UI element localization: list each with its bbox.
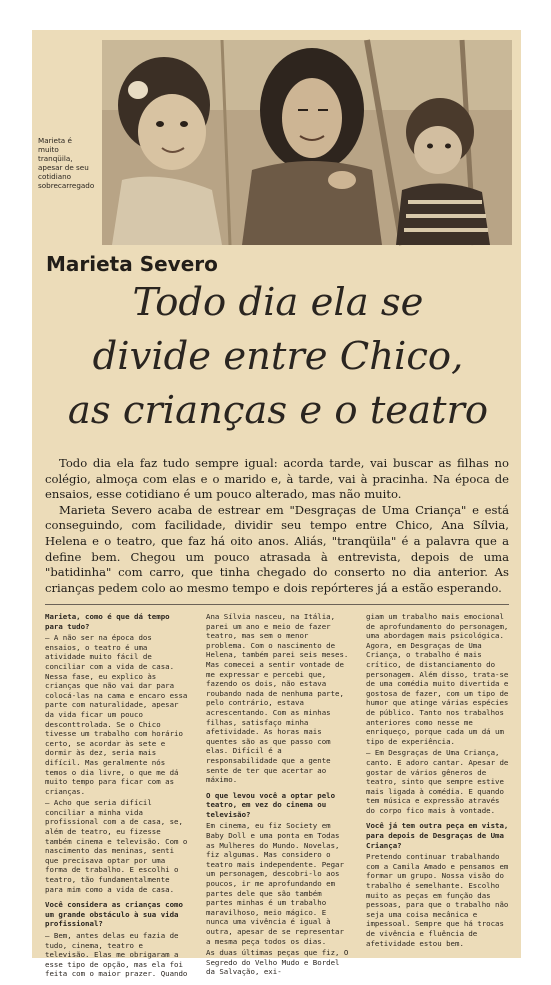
headline-line-3: as crianças e o teatro: [67, 388, 489, 433]
answer: — Acho que seria difícil conciliar a minha vida profissional com a de casa, se, além de teatro, eu fizesse também cinema e televisão. Com o nascimento das meninas, senti que precisava optar por uma forma de trabalho. E escolhi o teatro, tão fundamentalmente para mim como a vida de casa.: [45, 798, 188, 894]
column-1: [45, 612, 189, 981]
answer: Em cinema, eu fiz Society em Baby Doll e uma ponta em Todas as Mulheres do Mundo. Novelas, fiz algumas. Mas considero o teatro mais independente. Pegar um personagem, descobri-lo aos poucos, ir me aprofundando em partes dele que são também partes minhas é um trabalho maravilhoso, meio mágico. E nunca uma vivência é igual à outra, apesar de se representar a mesma peça todos os dias.: [206, 821, 344, 946]
photo-illustration: [102, 40, 512, 245]
headline-line-1: Todo dia ela se: [132, 280, 424, 325]
answer: Ana Sílvia nasceu, na Itália, parei um ano e meio de fazer teatro, mas sem o menor problema. Com o nascimento de Helena, também parei seis meses. Mas comecei a sentir vontade de me expressar e percebi que, fazendo os dois, não estava roubando nada de nenhuma parte, pelo contrário, estava acrescentando. Com as minhas filhas, satisfaço minha afetividade. As horas mais quentes são as que passo com elas. Difícil é a responsabilidade que a gente sente de ter que acertar ao máximo.: [206, 612, 349, 785]
column-3: [366, 612, 510, 950]
answer: Pretendo continuar trabalhando com a Camila Amado e pensamos em formar um grupo. Nossa visão do trabalho é semelhante. Escolho muito as peças em função das pessoas, para que o trabalho não seja uma coisa mecânica e impessoal. Sempre que há trocas de vivência e fluência de afetividade estou bem.: [366, 852, 509, 948]
newspaper-clipping: [32, 30, 521, 979]
headline: [42, 276, 514, 438]
lead-paragraph-2: Marieta Severo acaba de estrear em "Desgraças de Uma Criança" e está conseguindo, com facilidade, dividir seu tempo entre Chico, Ana Sílvia, Helena e o teatro, que faz há oito anos. Aliás, "tranqüila" é a palavra que a define bem. Chegou um pouco atrasada à entrevista, depois de uma "batidinha" com carro, que tinha chegado do conserto no dia anterior. As crianças pedem colo ao mesmo tempo e dois repórteres já a estão esperando.: [45, 502, 509, 595]
answer: — A não ser na época dos ensaios, o teatro é uma atividade muito fácil de conciliar com a vida de casa. Nessa fase, eu explico às crianças que não vai dar para colocá-las na cama e encaro essa parte com naturalidade, apesar da vida ficar um pouco desconttrolada. Se o Chico tivesse um trabalho com horário certo, se acordar às sete e dormir às dez, seria mais difícil. Mas geralmente nós temos o dia livre, o que me dá muito tempo para ficar com as crianças.: [45, 633, 188, 796]
answer: — Em Desgraças de Uma Criança, canto. E adoro cantar. Apesar de gostar de vários gêneros de teatro, sinto que sempre estive mais ligada à comédia. E quando tem música e expressão através do corpo fico mais à vontade.: [366, 748, 509, 815]
lead-paragraphs: [45, 456, 509, 596]
photo-caption: Marieta é muito tranqüila, apesar de seu cotidiano sobrecarregado: [38, 136, 95, 190]
photo: [102, 40, 512, 245]
lead-paragraph-1: Todo dia ela faz tudo sempre igual: acorda tarde, vai buscar as filhas no colégio, almoça com elas e o marido e, à tarde, vai à pracinha. Na época de ensaios, esse cotidiano é um pouco alterado, mas não muito.: [45, 456, 509, 502]
column-2: [206, 612, 350, 979]
kicker-name: Marieta Severo: [46, 252, 218, 276]
divider: [45, 604, 509, 605]
headline-line-2: divide entre Chico,: [92, 334, 464, 379]
answer: As duas últimas peças que fiz, O Segredo do Velho Mudo e Bordel da Salvação, exi-: [206, 948, 349, 977]
answer: giam um trabalho mais emocional de aprofundamento do personagem, uma abordagem mais psicológica. Agora, em Desgraças de Uma Criança, o trabalho é mais crítico, de distanciamento do personagem. Além disso, trata-se de uma comédia muito divertida e gostosa de fazer, com um tipo de humor que atinge várias espécies de público. Tanto nos trabalhos anteriores como nesse me enriqueço, porque cada um dá um tipo de experiência.: [366, 612, 509, 746]
answer: — Bem, antes delas eu fazia de tudo, cinema, teatro e televisão. Elas me obrigaram a esse tipo de opção, mas ela foi feita com o maior prazer. Quando: [45, 931, 188, 979]
question: O que levou você a optar pelo teatro, em vez do cinema ou televisão?: [206, 790, 336, 819]
question: Marieta, como é que dá tempo para tudo?: [45, 612, 170, 631]
question: Você já tem outra peça em vista, para depois de Desgraças de Uma Criança?: [366, 821, 509, 850]
question: Você considera as crianças como um grande obstáculo à sua vida profissional?: [45, 900, 183, 929]
